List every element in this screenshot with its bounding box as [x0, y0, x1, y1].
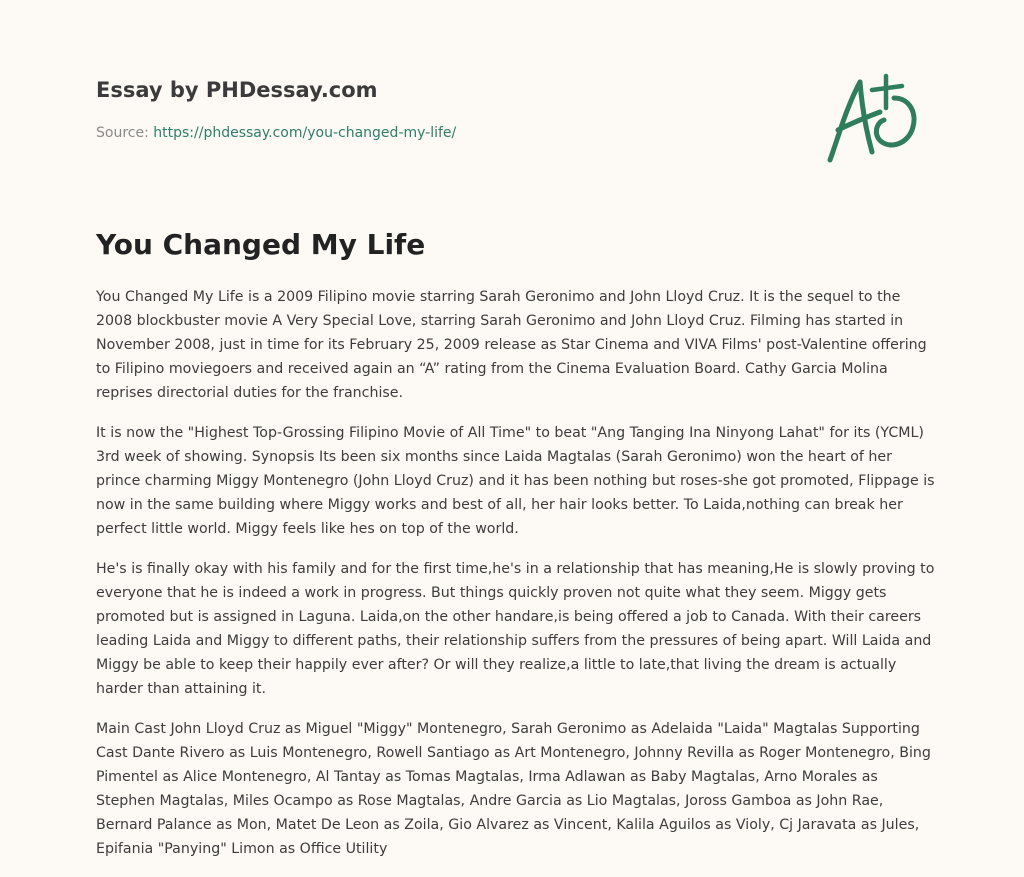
paragraph: He's is finally okay with his family and for the first time,he's in a relationship that has meaning,He is slowly proving to everyone that he is indeed a work in progress. But things quickly proven not quite what they seem. Miggy gets promoted but is assigned in Laguna. Laida,on the other handare,is being offered a job to Canada. With their careers leading Laida and Miggy to different paths, their relationship suffers from the pressures of being apart. Will Laida and Miggy be able to keep their happily ever after? Or will they realize,a little to late,that living the dream is actually harder than attaining it.	[96, 561, 935, 697]
page-header	[96, 76, 796, 143]
source-line	[96, 123, 796, 143]
paragraph: You Changed My Life is a 2009 Filipino movie starring Sarah Geronimo and John Lloyd Cruz. It is the sequel to the 2008 blockbuster movie A Very Special Love, starring Sarah Geronimo and John Lloyd Cruz. Filming has started in November 2008, just in time for its February 25, 2009 release as Star Cinema and VIVA Films' post-Valentine offering to Filipino moviegoers and received again an “A” rating from the Cinema Evaluation Board. Cathy Garcia Molina reprises directorial duties for the franchise.	[96, 289, 927, 401]
article-title: You Changed My Life	[96, 228, 426, 261]
source-label: Source:	[96, 125, 149, 141]
site-brand: Essay by PHDessay.com	[96, 78, 378, 102]
source-link[interactable]: https://phdessay.com/you-changed-my-life/	[153, 125, 457, 141]
paragraph: It is now the "Highest Top-Grossing Filipino Movie of All Time" to beat "Ang Tanging Ina Ninyong Lahat" for its (YCML) 3rd week of showing. Synopsis Its been six months since Laida Magtalas (Sarah Geronimo) won the heart of her prince charming Miggy Montenegro (John Lloyd Cruz) and it has been nothing but roses-she got promoted, Flippage is now in the same building where Miggy works and best of all, her hair looks better. To Laida,nothing can break her perfect little world. Miggy feels like hes on top of the world.	[96, 425, 935, 537]
a-plus-icon	[820, 68, 928, 164]
article-body	[96, 285, 936, 877]
paragraph: Main Cast John Lloyd Cruz as Miguel "Miggy" Montenegro, Sarah Geronimo as Adelaida "Laida" Magtalas Supporting Cast Dante Rivero as Luis Montenegro, Rowell Santiago as Art Montenegro, Johnny Revilla as Roger Montenegro, Bing Pimentel as Alice Montenegro, Al Tantay as Tomas Magtalas, Irma Adlawan as Baby Magtalas, Arno Morales as Stephen Magtalas, Miles Ocampo as Rose Magtalas, Andre Garcia as Lio Magtalas, Joross Gamboa as John Rae, Bernard Palance as Mon, Matet De Leon as Zoila, Gio Alvarez as Vincent, Kalila Aguilos as Violy, Cj Jaravata as Jules, Epifania "Panying" Limon as Office Utility	[96, 721, 931, 857]
